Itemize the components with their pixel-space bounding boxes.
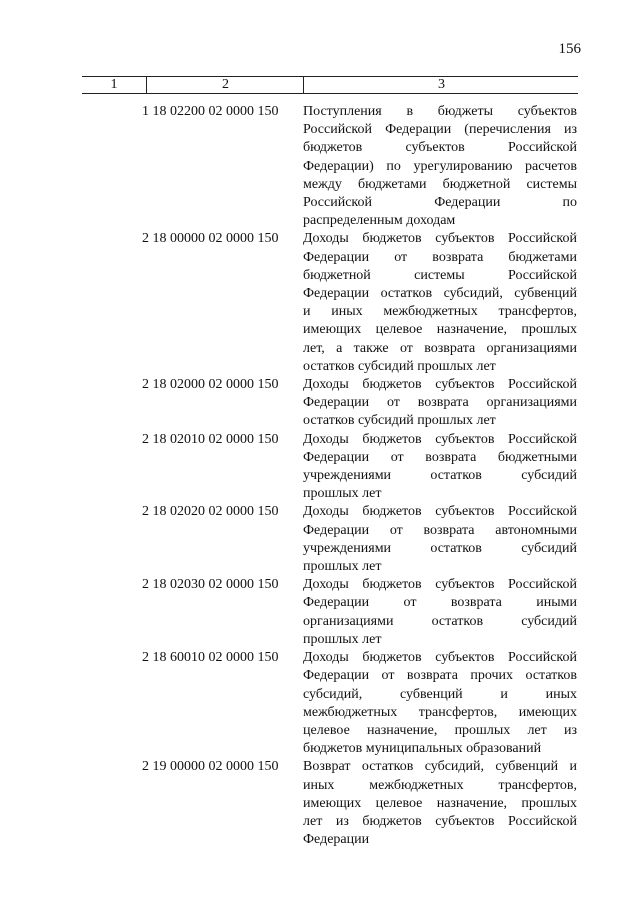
budget-code: 2 18 02000 02 0000 150 — [142, 377, 279, 393]
table-body — [0, 103, 639, 849]
income-description — [303, 758, 577, 849]
description-line: Доходы бюджетов субъектов Российской — [303, 231, 577, 247]
header-col-1: 1 — [110, 77, 118, 92]
description-line: бюджетов муниципальных образований — [303, 741, 542, 757]
description-line: имеющих целевое назначение, прошлых — [303, 795, 577, 811]
description-line: прошлых лет — [303, 631, 382, 647]
income-description — [303, 503, 577, 576]
description-line: и иных межбюджетных трансфертов, — [303, 304, 577, 320]
table-row — [0, 103, 639, 230]
table-row — [0, 503, 639, 576]
budget-code: 2 19 00000 02 0000 150 — [142, 759, 279, 775]
description-line: организациями остатков субсидий — [303, 613, 577, 629]
header-col-3: 3 — [303, 77, 579, 93]
budget-code: 2 18 02030 02 0000 150 — [142, 577, 279, 593]
description-line: Федерации — [303, 832, 370, 848]
description-line: межбюджетных трансфертов, имеющих — [303, 704, 577, 720]
description-line: Доходы бюджетов субъектов Российской — [303, 650, 577, 666]
description-line: субсидий, субвенций и иных — [303, 686, 577, 702]
description-line: прошлых лет — [303, 559, 382, 575]
description-line: Возврат остатков субсидий, субвенций и — [303, 759, 577, 775]
description-line: Федерации остатков субсидий, субвенций — [303, 286, 577, 302]
description-line: учреждениями остатков субсидий — [303, 540, 577, 556]
income-description — [303, 576, 577, 649]
description-line: Российской Федерации (перечисления из — [303, 122, 577, 138]
description-line: Федерации от возврата бюджетными — [303, 449, 577, 465]
description-line: лет из бюджетов субъектов Российской — [303, 813, 577, 829]
description-line: остатков субсидий прошлых лет — [303, 413, 496, 429]
budget-code: 2 18 02010 02 0000 150 — [142, 431, 279, 447]
description-line: учреждениями остатков субсидий — [303, 468, 577, 484]
budget-code: 2 18 60010 02 0000 150 — [142, 650, 279, 666]
table-row — [0, 649, 639, 758]
budget-code: 2 18 02020 02 0000 150 — [142, 504, 279, 520]
description-line: распределенным доходам — [303, 213, 456, 229]
description-line: иных межбюджетных трансфертов, — [303, 777, 577, 793]
budget-code: 2 18 00000 02 0000 150 — [142, 231, 279, 247]
table-row — [0, 576, 639, 649]
description-line: бюджетов субъектов Российской — [303, 140, 577, 156]
description-line: Доходы бюджетов субъектов Российской — [303, 577, 577, 593]
description-line: Доходы бюджетов субъектов Российской — [303, 431, 577, 447]
page-number: 156 — [558, 41, 581, 57]
description-line: бюджетной системы Российской — [303, 267, 577, 283]
table-row — [0, 376, 639, 431]
table-row — [0, 431, 639, 504]
description-line: имеющих целевое назначение, прошлых — [303, 322, 577, 338]
description-line: Доходы бюджетов субъектов Российской — [303, 504, 577, 520]
table-row — [0, 230, 639, 376]
description-line: Доходы бюджетов субъектов Российской — [303, 377, 577, 393]
budget-code: 1 18 02200 02 0000 150 — [142, 104, 279, 119]
description-line: Федерации от возврата иными — [303, 595, 577, 611]
description-line: лет, а также от возврата организациями — [303, 340, 577, 356]
description-line: целевое назначение, прошлых лет из — [303, 722, 577, 738]
income-description — [303, 230, 577, 376]
description-line: Федерации от возврата прочих остатков — [303, 668, 577, 684]
header-col-2: 2 — [146, 77, 304, 93]
description-line: Федерации) по урегулированию расчетов — [303, 158, 577, 174]
description-line: Российской Федерации по — [303, 195, 577, 211]
description-line: Поступления в бюджеты субъектов — [303, 104, 577, 119]
table-header — [82, 76, 578, 94]
description-line: Федерации от возврата бюджетами — [303, 249, 577, 265]
description-line: Федерации от возврата автономными — [303, 522, 577, 538]
description-line: остатков субсидий прошлых лет — [303, 358, 496, 374]
description-line: Федерации от возврата организациями — [303, 395, 577, 411]
description-line: прошлых лет — [303, 486, 382, 502]
description-line: между бюджетами бюджетной системы — [303, 176, 577, 192]
income-description — [303, 103, 577, 230]
table-row — [0, 758, 639, 849]
income-description — [303, 649, 577, 758]
income-description — [303, 376, 577, 431]
income-description — [303, 431, 577, 504]
